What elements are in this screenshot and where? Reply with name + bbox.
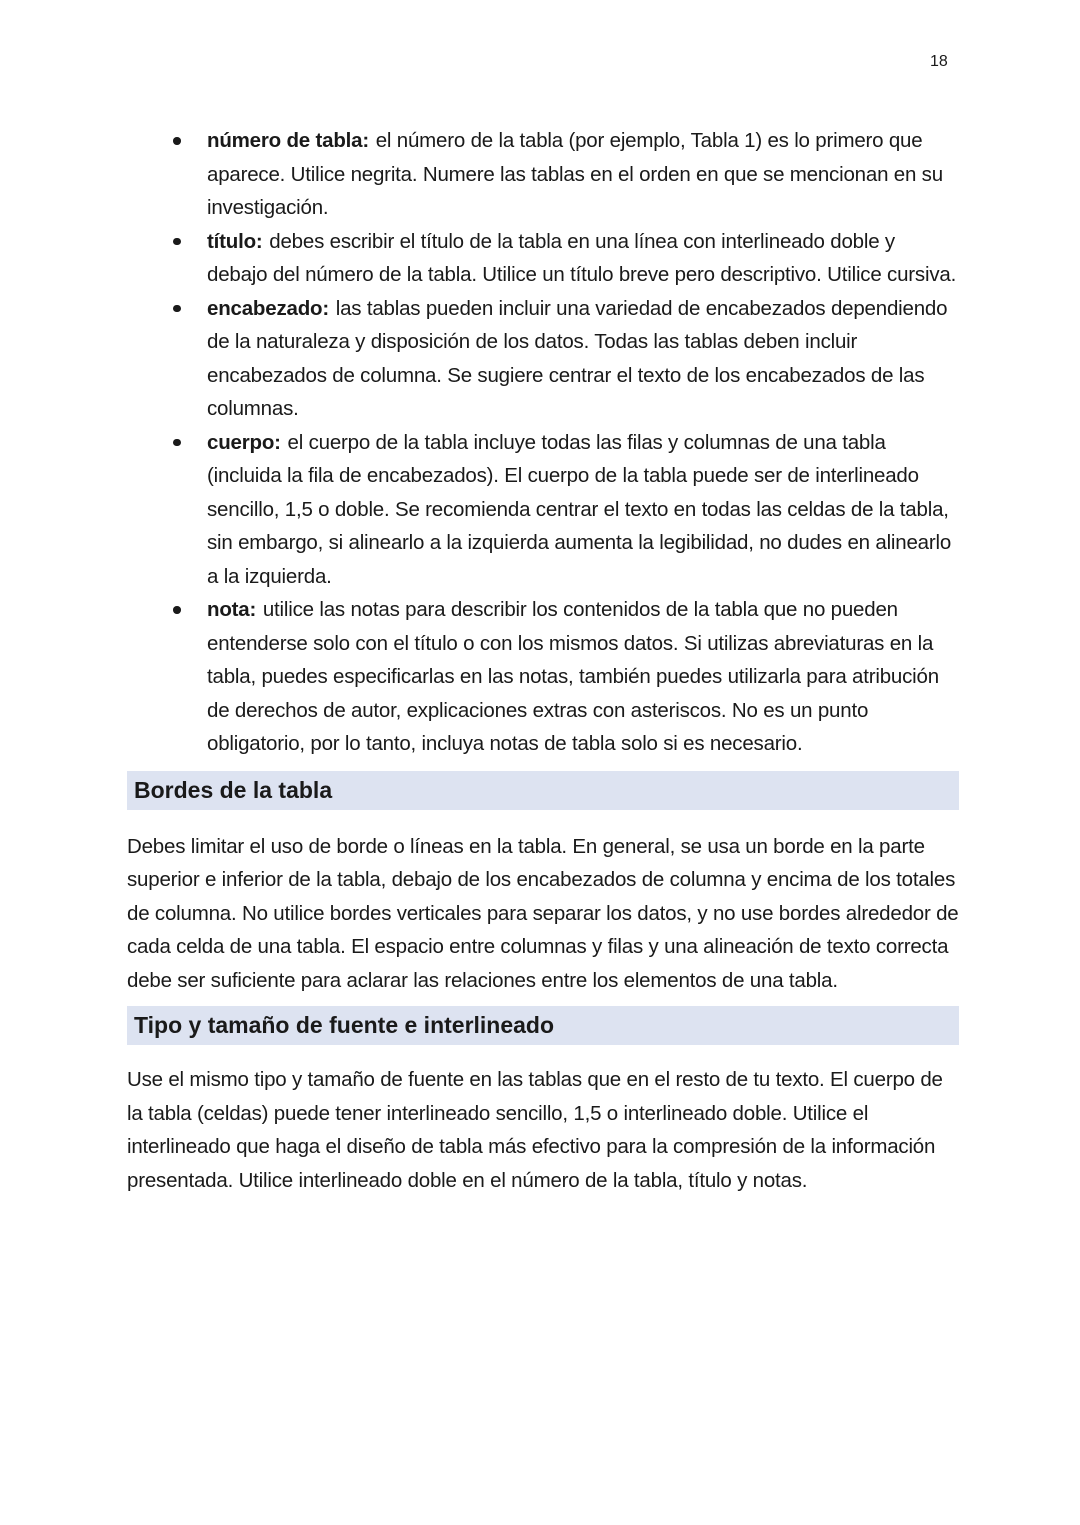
bullet-term: número de tabla: xyxy=(207,129,369,152)
bullet-text: utilice las notas para describir los contenidos de la tabla que no pueden entenderse solo con el título o con los mismos datos. Si utilizas abreviaturas en la tabla, puedes especificarlas en las notas, también puedes utilizarla para atribución de derechos de autor, explicaciones extras con asteriscos. No es un punto obligatorio, por lo tanto, incluya notas de tabla solo si es necesario. xyxy=(207,598,939,755)
bullet-text: debes escribir el título de la tabla en una línea con interlineado doble y debajo del número de la tabla. Utilice un título breve pero descriptivo. Utilice cursiva. xyxy=(207,229,957,286)
bullet-term: encabezado: xyxy=(207,296,329,320)
bullet-list xyxy=(127,124,959,761)
bullet-text: el número de la tabla (por ejemplo, Tabla 1) es lo primero que aparece. Utilice negrita. Numere las tablas en el orden en que se mencionan en su investigación. xyxy=(207,129,943,219)
list-item-numero-de-tabla xyxy=(127,124,959,225)
bullet-term: nota: xyxy=(207,598,257,621)
page-number: 18 xyxy=(930,53,948,70)
list-item-cuerpo xyxy=(127,426,959,594)
list-item-nota xyxy=(127,593,959,761)
list-item-titulo xyxy=(127,225,959,292)
section-heading-tipo-y-tamano-de-fuente: Tipo y tamaño de fuente e interlineado xyxy=(127,1006,959,1045)
section-paragraph-tipo-y-tamano-de-fuente: Use el mismo tipo y tamaño de fuente en las tablas que en el resto de tu texto. El cuerpo de la tabla (celdas) puede tener interlineado sencillo, 1,5 o interlineado doble. Utilice el interlineado que haga el diseño de tabla más efectivo para la compresión de la información presentada. Utilice interlineado doble en el número de la tabla, título y notas. xyxy=(127,1068,943,1192)
list-item-encabezado xyxy=(127,292,959,426)
section-heading-bordes-de-la-tabla: Bordes de la tabla xyxy=(127,771,959,810)
bullet-text: las tablas pueden incluir una variedad de encabezados dependiendo de la naturaleza y disposición de los datos. Todas las tablas deben incluir encabezados de columna. Se sugiere centrar el texto de los encabezados de las columnas. xyxy=(207,296,948,420)
bullet-term: cuerpo: xyxy=(207,430,281,454)
bullet-term: título: xyxy=(207,229,263,253)
page-content xyxy=(127,124,959,1197)
bullet-text: el cuerpo de la tabla incluye todas las filas y columnas de una tabla (incluida la fila de encabezados). El cuerpo de la tabla puede ser de interlineado sencillo, 1,5 o doble. Se recomienda centrar el texto en todas las celdas de la tabla, sin embargo, si alinearlo a la izquierda aumenta la legibilidad, no dudes en alinearlo a la izquierda. xyxy=(207,430,952,588)
section-paragraph-bordes-de-la-tabla: Debes limitar el uso de borde o líneas en la tabla. En general, se usa un borde en la parte superior e inferior de la tabla, debajo de los encabezados de columna y encima de los totales de columna. No utilice bordes verticales para separar los datos, y no use bordes alrededor de cada celda de una tabla. El espacio entre columnas y filas y una alineación de texto correcta debe ser suficiente para aclarar las relaciones entre los elementos de una tabla. xyxy=(127,834,959,992)
